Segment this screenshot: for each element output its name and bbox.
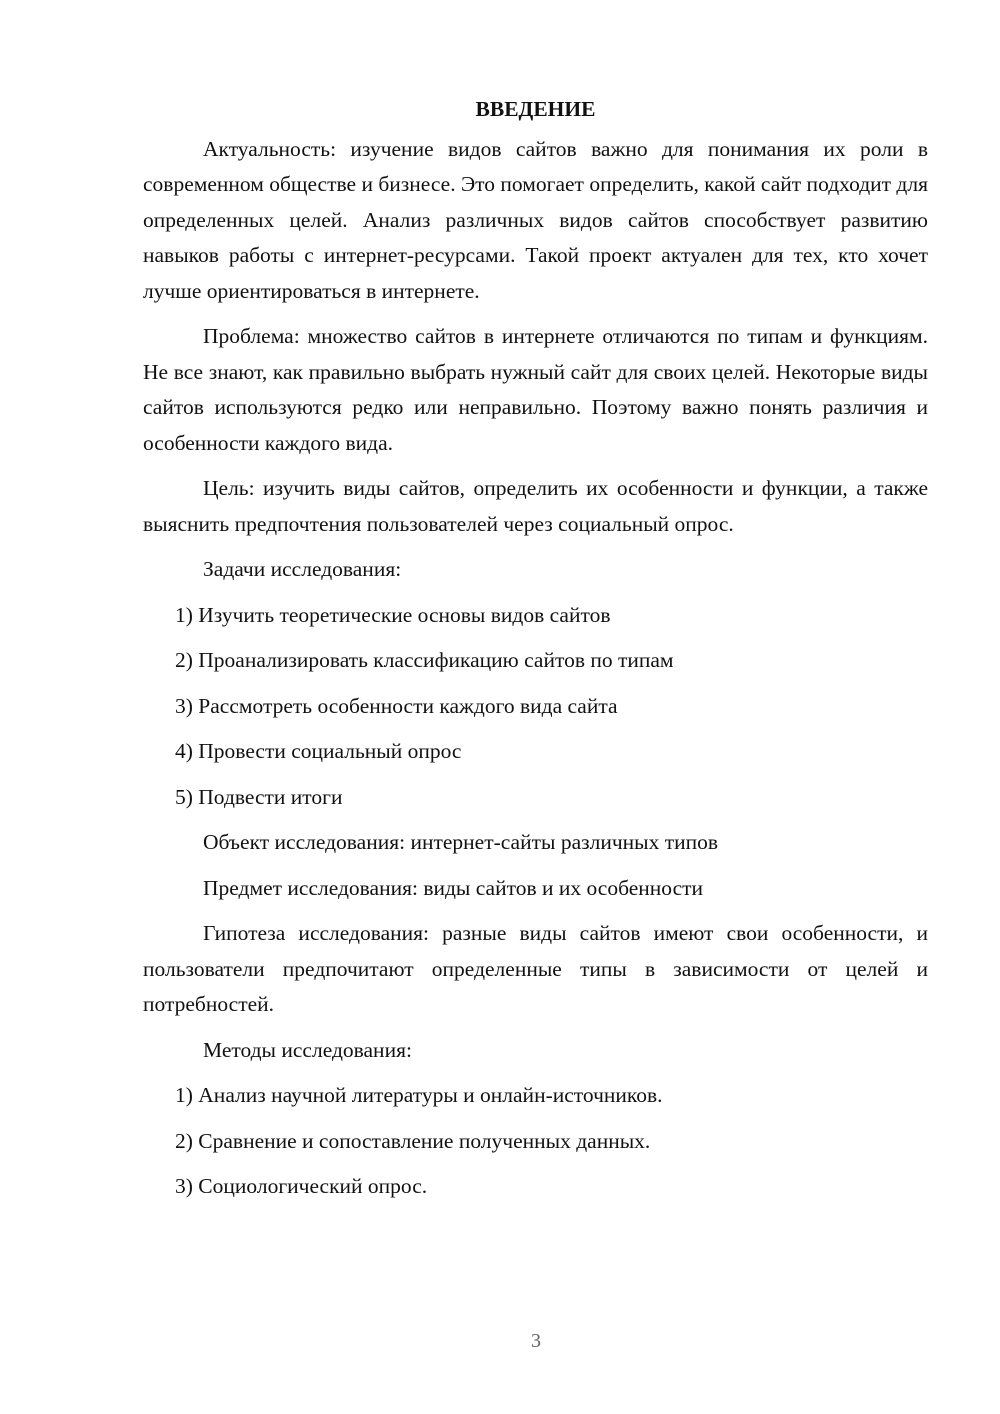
page-title: ВВЕДЕНИЕ xyxy=(475,97,596,121)
list-item: 5) Подвести итоги xyxy=(175,784,343,809)
list-item: 4) Провести социальный опрос xyxy=(175,739,462,763)
list-item: 3) Рассмотреть особенности каждого вида сайта xyxy=(175,693,618,718)
list-item: 2) Проанализировать классификацию сайтов по типам xyxy=(175,648,674,672)
problem-paragraph: Проблема: множество сайтов в интернете отличаются по типам и функциям. Не все знают, как правильно выбрать нужный сайт для своих целей. Некоторые виды сайтов используются редко или неправильно. Поэтому важно понять различия и особенности каждого вида. xyxy=(143,324,928,455)
list-item: 1) Анализ научной литературы и онлайн-источников. xyxy=(175,1083,663,1107)
tasks-title: Задачи исследования: xyxy=(203,557,402,581)
page-content xyxy=(143,92,928,1215)
methods-list xyxy=(143,1078,928,1205)
object-line: Объект исследования: интернет-сайты различных типов xyxy=(203,830,719,854)
tasks-list xyxy=(143,598,928,816)
list-item: 1) Изучить теоретические основы видов сайтов xyxy=(175,602,611,627)
relevance-paragraph: Актуальность: изучение видов сайтов важно для понимания их роли в современном обществе и бизнесе. Это помогает определить, какой сайт подходит для определенных целей. Анализ различных видов сайтов способствует развитию навыков работы с интернет-ресурсами. Такой проект актуален для тех, кто хочет лучше ориентироваться в интернете. xyxy=(143,136,928,303)
goal-paragraph: Цель: изучить виды сайтов, определить их особенности и функции, а также выяснить предпочтения пользователей через социальный опрос. xyxy=(143,476,928,536)
list-item: 3) Социологический опрос. xyxy=(175,1174,428,1198)
list-item: 2) Сравнение и сопоставление полученных данных. xyxy=(175,1128,651,1153)
methods-title: Методы исследования: xyxy=(203,1037,412,1062)
page-number: 3 xyxy=(531,1330,541,1352)
hypothesis-paragraph: Гипотеза исследования: разные виды сайтов имеют свои особенности, и пользователи предпочитают определенные типы в зависимости от целей и потребностей. xyxy=(143,921,928,1016)
subject-line: Предмет исследования: виды сайтов и их особенности xyxy=(203,875,704,900)
